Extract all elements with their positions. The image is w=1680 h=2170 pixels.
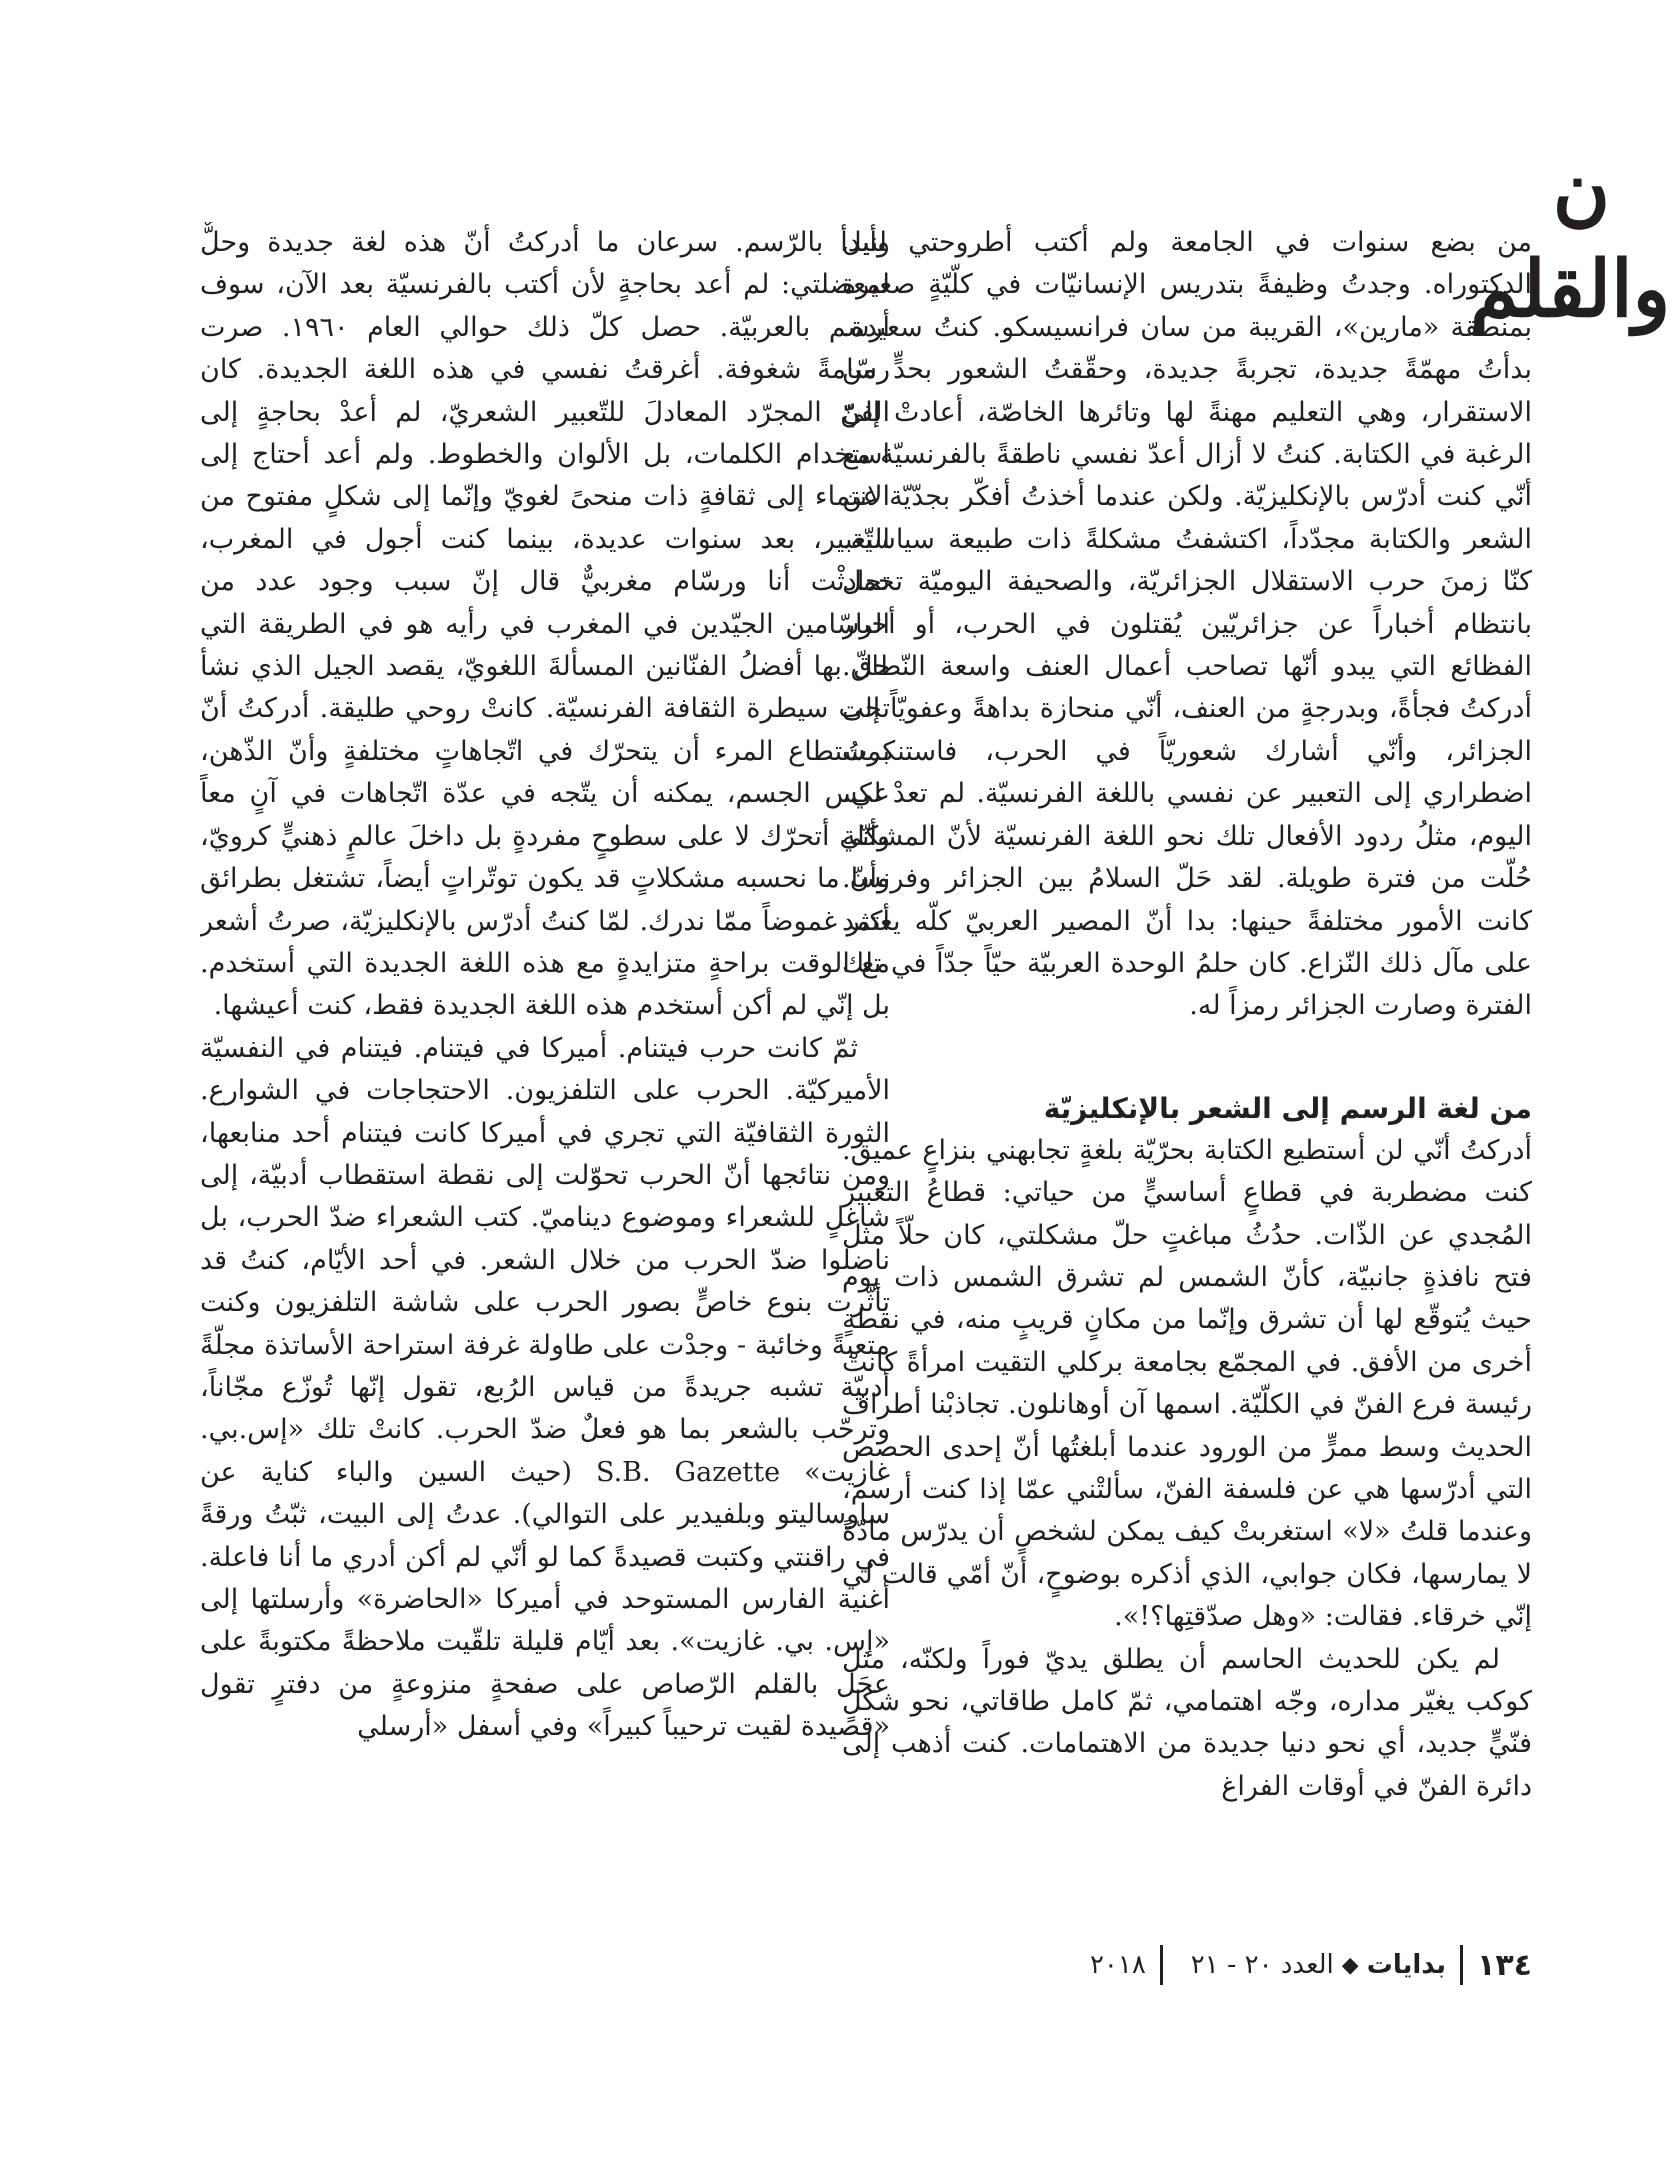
footer-divider-2: [1160, 1945, 1163, 1985]
issue-year: ٢٠١٨: [1089, 1950, 1146, 1980]
right-paragraph-3: لم يكن للحديث الحاسم أن يطلق يديّ فوراً ولكنّه، مثل كوكب يغيّر مداره، وجّه اهتمامي، ثمّ كامل طاقاتي، نحو شكلٍ فنّيٍّ جديد، أي نحو دنيا جديدة من الاهتمامات. كنت أذهب إلى دائرة الفنّ في أوقات الفراغ: [842, 1643, 1532, 1802]
diamond-icon: ◆: [1341, 1952, 1359, 1978]
page-number: ١٣٤: [1477, 1947, 1532, 1983]
right-paragraph-2: أدركتُ أنّي لن أستطيع الكتابة بحرّيّة بلغةٍ تجابهني بنزاعٍ عميق. كنت مضطربة في قطاعٍ أساسيٍّ من حياتي: قطاعُ التعبير المُجدي عن الذّات. حدُثُ مباغتٍ حلّ مشكلتي، كان حلّاً مثل فتح نافذةٍ جانبيّة، كأنّ الشمس لم تشرق الشمس ذات يوم حيث يُتوقّع لها أن تشرق وإنّما من مكانٍ قريبٍ منه، في نقطةٍ أخرى من الأفق. في المجمّع بجامعة بركلي التقيت امرأةً كانتْ رئيسة فرع الفنّ في الكلّيّة. اسمها آن أوهانلون. تجاذبْنا أطراف الحديث وسط ممرٍّ من الورود عندما أبلغتُها أنّ إحدى الحصص التي أدرّسها هي عن فلسفة الفنّ، سألتْني عمّا إذا كنت أرسم، وعندما قلتُ «لا» استغربتْ كيف يمكن لشخصٍ أن يدرّس مادّةً لا يمارسها، فكان جوابي، الذي أذكره بوضوحٍ، أنّ أمّي قالت لي إنّي خرقاء. فقالت: «وهل صدّقتِها؟!».: [842, 1134, 1532, 1633]
page-footer: [1090, 1945, 1532, 1985]
section-heading: من لغة الرسم إلى الشعر بالإنكليزيّة: [1043, 1091, 1532, 1125]
left-paragraph-2: ثمّ كانت حرب فيتنام. أميركا في فيتنام. فيتنام في النفسيّة الأميركيّة. الحرب على التلفزيون. الاحتجاجات في الشوارع. الثورة الثقافيّة التي تجري في أميركا كانت فيتنام أحد منابعها، ومن نتائجها أنّ الحرب تحوّلت إلى نقطة استقطاب أدبيّة، إلى شاغلٍ للشعراء وموضوع ديناميّ. كتب الشعراء ضدّ الحرب، بل ناضلوا ضدّ الحرب من خلال الشعر. في أحد الأيّام، كنتُ قد تأثّرت بنوع خاصٍّ بصور الحرب على شاشة التلفزيون وكنت متعبةً وخائبة - وجدْت على طاولة غرفة استراحة الأساتذة مجلّةً أدبيّة تشبه جريدةً من قياس الرُبع، تقول إنّها تُوزّع مجّاناً، وترحّب بالشعر بما هو فعلٌ ضدّ الحرب. كانتْ تلك «إس.بي. غازيت» S.B. Gazette (حيث السين والباء كناية عن ساوساليتو وبلفيدير على التوالي). عدتُ إلى البيت، ثبّتُ ورقةً في راقنتي وكتبت قصيدةً كما لو أنّي لم أكن أدري ما أنا فاعلة. أغنية الفارس المستوحد في أميركا «الحاضرة» وأرسلتها إلى «إس. بي. غازيت». بعد أيّام قليلة تلقّيت ملاحظةً مكتوبةً على عجَل بالقلم الرّصاص على صفحةٍ منزوعةٍ من دفترٍ تقول «قصيدة لقيت ترحيباً كبيراً» وفي أسفل «أرسلي: [200, 1032, 890, 1743]
footer-divider: [1460, 1945, 1463, 1985]
right-paragraph-1: من بضع سنوات في الجامعة ولم أكتب أطروحتي لنيل الدكتوراه. وجدتُ وظيفةً بتدريس الإنسانيّات في كلّيّةٍ صغيرة بمنطقة «مارين»، القريبة من سان فرانسيسكو. كنتُ سعيدة. بدأتُ مهمّةً جديدة، تجربةً جديدة، وحقّقتُ الشعور بحدٍّ من الاستقرار، وهي التعليم مهنةً لها وتائرها الخاصّة، أعادتْ إليّ الرغبة في الكتابة. كنتُ لا أزال أعدّ نفسي ناطقةً بالفرنسيّة مع أنّي كنت أدرّس بالإنكليزيّة. ولكن عندما أخذتُ أفكّر بجدّيّة عن الشعر والكتابة مجدّداً، اكتشفتُ مشكلةً ذات طبيعة سياسيّة. كنّا زمنَ حرب الاستقلال الجزائريّة، والصحيفة اليوميّة تحمل بانتظام أخباراً عن جزائريّين يُقتلون في الحرب، أو أخبار الفظائع التي يبدو أنّها تصاحب أعمال العنف واسعة النّطاق. أدركتُ فجأةً، وبدرجةٍ من العنف، أنّي منحازة بداهةً وعفويّاً إلى الجزائر، وأنّي أشارك شعوريّاً في الحرب، فاستنكرتُ اضطراري إلى التعبير عن نفسي باللغة الفرنسيّة. لم تعدْ لي، اليوم، مثلُ ردود الأفعال تلك نحو اللغة الفرنسيّة لأنّ المشكلة حُلّت من فترة طويلة. لقد حَلّ السلامُ بين الجزائر وفرنسا. كانت الأمور مختلفةً حينها: بدا أنّ المصير العربيّ كلّه يعتمد على مآل ذلك النّزاع. كان حلمُ الوحدة العربيّة حيّاً جدّاً في تلك الفترة وصارت الجزائر رمزاً له.: [842, 227, 1532, 1022]
left-paragraph-1: وأبدأ بالرّسم. سرعان ما أدركتُ أنّ هذه لغة جديدة وحلٌّ لمعضلتي: لم أعد بحاجةٍ لأن أكتب بالفرنسيّة بعد الآن، سوف أرسم بالعربيّة. حصل كلّ ذلك حوالي العام ١٩٦٠. صرت رسّامةً شغوفة. أغرقتُ نفسي في هذه اللغة الجديدة. كان الفنّ المجرّد المعادلَ للتّعبير الشعريّ، لم أعدْ بحاجةٍ إلى استخدام الكلمات، بل الألوان والخطوط. ولم أعد أحتاج إلى الانتماء إلى ثقافةٍ ذات منحىً لغويّ وإنّما إلى شكلٍ مفتوح من التعبير، بعد سنوات عديدة، بينما كنت أجول في المغرب، تحادثْت أنا ورسّام مغربيٌّ قال إنّ سبب وجود عدد من الرسّامين الجيّدين في المغرب في رأيه هو في الطريقة التي حلّ بها أفضلُ الفنّانين المسألةَ اللغويّ، يقصد الجيل الذي نشأ تحت سيطرة الثقافة الفرنسيّة. كانتْ روحي طليقة. أدركتُ أنّ بمستطاع المرء أن يتحرّك في اتّجاهاتٍ مختلفةٍ وأنّ الذّهن، عكس الجسم، يمكنه أن يتّجه في عدّة اتّجاهات في آنٍ معاً وأنّي أتحرّك لا على سطوحٍ مفردةٍ بل داخلَ عالمٍ ذهنيٍّ كرويّ، وأنّ ما نحسبه مشكلاتٍ قد يكون توتّراتٍ أيضاً، تشتغل بطرائق أكثر غموضاً ممّا ندرك. لمّا كنتُ أدرّس بالإنكليزيّة، صرتُ أشعر مع الوقت براحةٍ متزايدةٍ مع هذه اللغة الجديدة التي أستخدم. بل إنّي لم أكن أستخدم هذه اللغة الجديدة فقط، كنت أعيشها.: [200, 227, 890, 1022]
right-column: [842, 222, 1532, 1922]
magazine-name: بدايات: [1366, 1950, 1447, 1980]
left-column: [200, 222, 890, 1922]
issue-number: العدد ٢٠ - ٢١: [1190, 1950, 1334, 1980]
magazine-logo: ن والقلم: [1470, 144, 1671, 335]
